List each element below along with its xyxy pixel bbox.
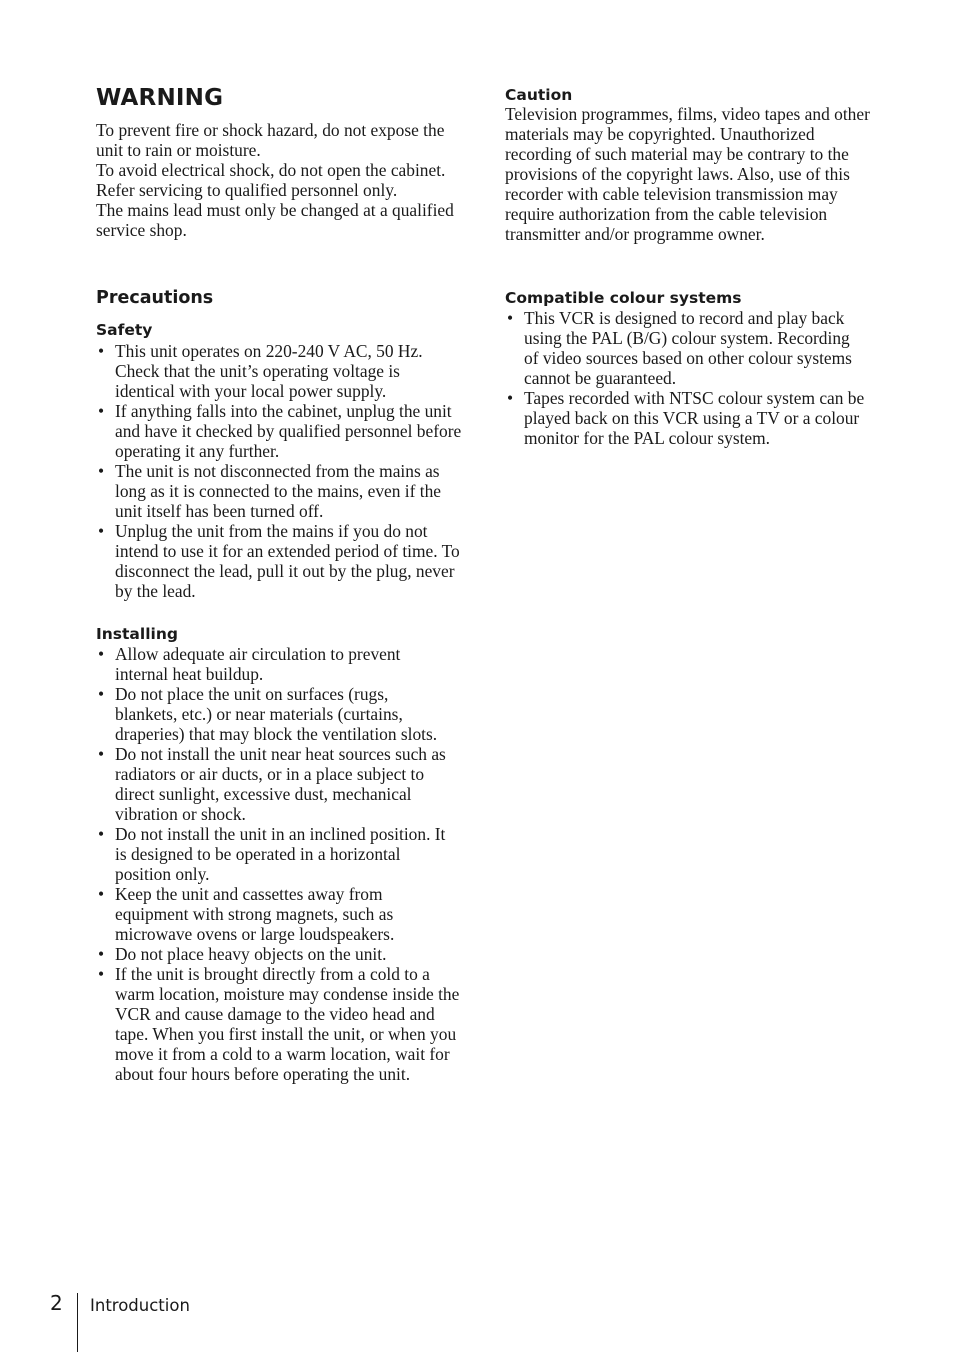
- list-item: [96, 401, 465, 461]
- list-item-text: Keep the unit and cassettes away from equipment with strong magnets, such as microwave ovens or large loudspeakers.: [115, 884, 395, 944]
- list-item-text: The unit is not disconnected from the mains as long as it is connected to the mains, even if the unit itself has been turned off.: [115, 461, 441, 521]
- list-item: [96, 521, 471, 601]
- bullet-mark: •: [98, 824, 105, 844]
- list-item-text: Do not place heavy objects on the unit.: [115, 944, 387, 964]
- footer-divider: [77, 1293, 78, 1352]
- list-item-text: If the unit is brought directly from a cold to a warm location, moisture may condense inside the VCR and cause damage to the video head and tape. When you first install the unit, or when you move it from a cold to a warm location, wait for about four hours before operating the unit.: [115, 964, 460, 1084]
- page-number: 2: [50, 1291, 63, 1315]
- bullet-mark: •: [98, 644, 105, 664]
- list-item: [96, 884, 455, 944]
- list-item-text: Do not install the unit near heat sources such as radiators or air ducts, or in a place subject to direct sunlight, excessive dust, mechanical vibration or shock.: [115, 744, 446, 824]
- list-item: [96, 944, 455, 964]
- list-item: [96, 341, 455, 401]
- warning-line: The mains lead must only be changed at a qualified service shop.: [96, 200, 454, 240]
- list-item: [505, 388, 869, 448]
- list-item: [96, 684, 445, 744]
- bullet-mark: •: [507, 308, 514, 328]
- colour-systems-list: [505, 308, 875, 448]
- warning-heading: WARNING: [96, 85, 224, 111]
- bullet-mark: •: [98, 944, 105, 964]
- bullet-mark: •: [507, 388, 514, 408]
- bullet-mark: •: [98, 341, 105, 361]
- list-item-text: Allow adequate air circulation to prevent internal heat buildup.: [115, 644, 401, 684]
- precautions-heading: Precautions: [96, 288, 214, 308]
- list-item-text: Tapes recorded with NTSC colour system can be played back on this VCR using a TV or a colour monitor for the PAL colour system.: [524, 388, 865, 448]
- bullet-mark: •: [98, 521, 105, 541]
- warning-line: To avoid electrical shock, do not open the cabinet. Refer servicing to qualified personnel only.: [96, 160, 446, 200]
- list-item-text: This unit operates on 220-240 V AC, 50 Hz. Check that the unit’s operating voltage is identical with your local power supply.: [115, 341, 423, 401]
- list-item: [505, 308, 864, 388]
- section-label: Introduction: [90, 1296, 190, 1315]
- list-item: [96, 461, 465, 521]
- bullet-mark: •: [98, 684, 105, 704]
- list-item-text: Do not install the unit in an inclined position. It is designed to be operated in a horizontal position only.: [115, 824, 446, 884]
- list-item: [96, 824, 455, 884]
- bullet-mark: •: [98, 461, 105, 481]
- colour-systems-heading: Compatible colour systems: [505, 289, 742, 307]
- bullet-mark: •: [98, 964, 105, 984]
- bullet-mark: •: [98, 884, 105, 904]
- list-item-text: If anything falls into the cabinet, unplug the unit and have it checked by qualified personnel before operating it any further.: [115, 401, 462, 461]
- caution-text: Television programmes, films, video tapes and other materials may be copyrighted. Unauthorized recording of such material may be contrary to the provisions of the copyright laws. Also, use of this recorder with cable television transmission may require authorization from the cable television transmitter and/or programme owner.: [505, 104, 870, 244]
- bullet-mark: •: [98, 401, 105, 421]
- list-item: [96, 644, 445, 684]
- warning-line: To prevent fire or shock hazard, do not expose the unit to rain or moisture.: [96, 120, 445, 160]
- warning-text: [96, 120, 468, 240]
- list-item-text: This VCR is designed to record and play back using the PAL (B/G) colour system. Recording of video sources based on other colour systems cannot be guaranteed.: [524, 308, 852, 388]
- bullet-mark: •: [98, 744, 105, 764]
- caution-heading: Caution: [505, 86, 573, 104]
- safety-heading: Safety: [96, 321, 153, 339]
- safety-list: [96, 341, 471, 601]
- list-item: [96, 744, 455, 824]
- list-item-text: Do not place the unit on surfaces (rugs, blankets, etc.) or near materials (curtains, draperies) that may block the ventilation slots.: [115, 684, 438, 744]
- list-item: [96, 964, 471, 1084]
- installing-heading: Installing: [96, 625, 178, 643]
- installing-list: [96, 644, 471, 1084]
- list-item-text: Unplug the unit from the mains if you do not intend to use it for an extended period of time. To disconnect the lead, pull it out by the plug, never by the lead.: [115, 521, 460, 601]
